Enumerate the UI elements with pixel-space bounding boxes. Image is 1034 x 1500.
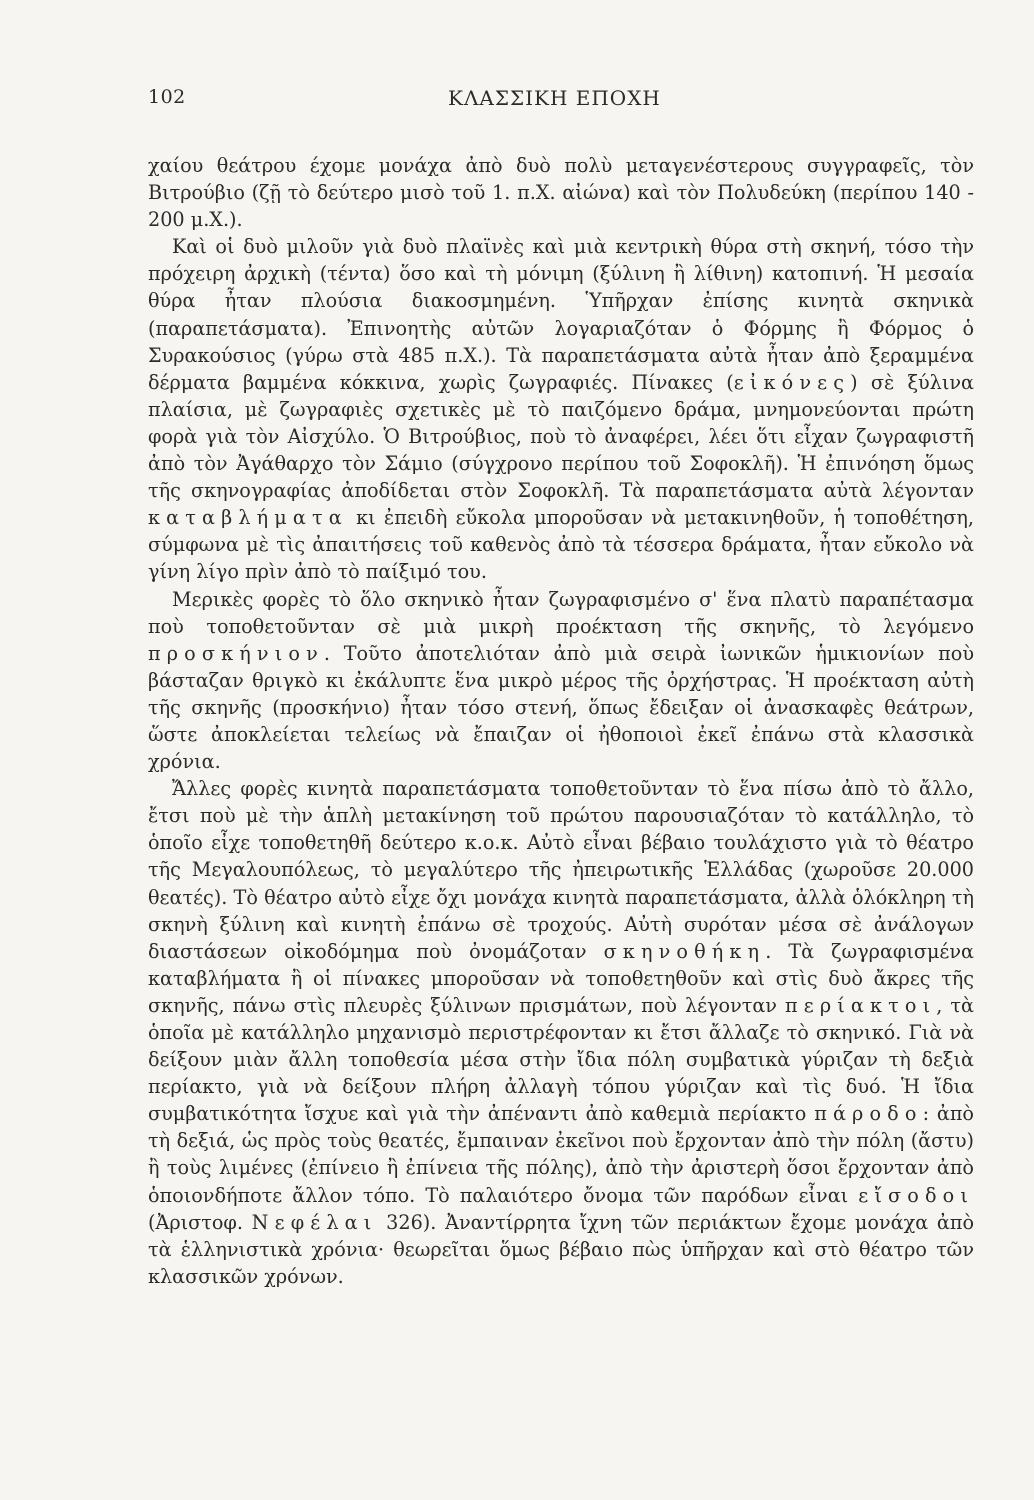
paragraph-4 <box>148 775 974 1290</box>
page-number: 102 <box>148 86 186 108</box>
text-run: : ἀπὸ τὴ δεξιά, ὡς πρὸς τοὺς θεατές, ἔμπαιναν ἐκεῖνοι ποὺ ἔρχονταν ἀπὸ τὴν πόλη (ἄστυ) ἢ τοὺς λιμένες (ἐπίνειο ἢ ἐπίνεια τῆς πόλης), ἀπὸ τὴν ἀριστερὴ ὅσοι ἔρχονταν ἀπὸ ὁποιονδήποτε ἄλλον τόπο. Τὸ παλαιότερο ὄνομα τῶν παρόδων εἶναι <box>148 1102 974 1207</box>
paragraph-2 <box>148 233 974 585</box>
spaced-term: προσκήνιον <box>148 641 324 665</box>
spaced-term: πάροδο <box>814 1102 923 1126</box>
text-run: Μερικὲς φορὲς τὸ ὅλο σκηνικὸ ἦταν ζωγραφισμένο σ' ἕνα πλατὺ παραπέτασμα ποὺ τοποθετοῦνταν σὲ μιὰ μικρὴ προέκταση τῆς σκηνῆς, τὸ λεγόμενο <box>148 587 974 638</box>
paragraph-3 <box>148 586 974 776</box>
text-run: κι ἐπειδὴ εὔκολα μποροῦσαν νὰ μετακινηθοῦν, ἡ τοποθέτηση, σύμφωνα μὲ τὶς ἀπαιτήσεις τοῦ καθενὸς ἀπὸ τὰ τέσσερα δράματα, ἦταν εὔκολο νὰ γίνη λίγο πρὶν ἀπὸ τὸ παίξιμό του. <box>148 506 974 584</box>
text-run: . Τὰ ζωγραφισμένα καταβλήματα ἢ οἱ πίνακες μποροῦσαν νὰ τοποθετηθοῦν καὶ στὶς δυὸ ἄκρες τῆς σκηνῆς, πάνω στὶς πλευρὲς ξύλινων πρισμάτων, ποὺ λέγονταν <box>148 939 974 1017</box>
text-run: ) σὲ ξύλινα πλαίσια, μὲ ζωγραφιὲς σχετικὲς μὲ τὸ παιζόμενο δράμα, μνημονεύονται πρώτη φορὰ γιὰ τὸν Αἰσχύλο. Ὁ Βιτρούβιος, ποὺ τὸ ἀναφέρει, λέει ὅτι εἶχαν ζωγραφιστῆ ἀπὸ τὸν Ἀγάθαρχο τὸν Σάμιο (σύγχρονο περίπου τοῦ Σοφοκλῆ). Ἡ ἐπινόηση ὅμως τῆς σκηνογραφίας ἀποδίδεται στὸν Σοφοκλῆ. Τὰ παραπετάσματα αὐτὰ λέγονταν <box>148 370 974 503</box>
spaced-term: σκηνοθήκη <box>603 939 766 963</box>
spaced-term: εἴσοδοι <box>858 1183 974 1207</box>
running-header <box>148 86 984 116</box>
running-title: ΚΛΑΣΣΙΚΗ ΕΠΟΧΗ <box>448 86 661 110</box>
text-run: 326). Ἀναντίρρητα ἴχνη τῶν περιάκτων ἔχομε μονάχα ἀπὸ τὰ ἑλληνιστικὰ χρόνια· θεωρεῖται ὅμως βέβαιο πὼς ὑπῆρχαν καὶ στὸ θέατρο τῶν κλασσικῶν χρόνων. <box>148 1210 975 1288</box>
body-text <box>148 152 974 1290</box>
text-run: , τὰ ὁποῖα μὲ κατάλληλο μηχανισμὸ περιστρέφονταν κι ἔτσι ἄλλαζε τὸ σκηνικό. Γιὰ νὰ δείξουν μιὰν ἄλλη τοποθεσία μέσα στὴν ἴδια πόλη συμβατικὰ γύριζαν τὴ δεξιὰ περίακτο, γιὰ νὰ δείξουν πλήρη ἀλλαγὴ τόπου γύριζαν καὶ τὶς δυό. Ἡ ἴδια συμβατικότητα ἴσχυε καὶ γιὰ τὴν ἀπέναντι ἀπὸ καθεμιὰ περίακτο <box>148 993 974 1126</box>
spaced-term: εἰκόνες <box>733 370 851 394</box>
text-run: Ἄλλες φορὲς κινητὰ παραπετάσματα τοποθετοῦνταν τὸ ἕνα πίσω ἀπὸ τὸ ἄλλο, ἔτσι ποὺ μὲ τὴν ἁπλὴ μετακίνηση τοῦ πρώτου παρουσιαζόταν τὸ κατάλληλο, τὸ ὁποῖο εἶχε τοποθετηθῆ δεύτερο κ.ο.κ. Αὐτὸ εἶναι βέβαιο τουλάχιστο γιὰ τὸ θέατρο τῆς Μεγαλουπόλεως, τὸ μεγαλύτερο τῆς ἠπειρωτικῆς Ἑλλάδας (χωροῦσε 20.000 θεατές). Τὸ θέατρο αὐτὸ εἶχε ὄχι μονάχα κινητὰ παραπετάσματα, ἀλλὰ ὁλόκληρη τὴ σκηνὴ ξύλινη καὶ κινητὴ ἐπάνω σὲ τροχούς. Αὐτὴ συρόταν μέσα σὲ ἀνάλογων διαστάσεων οἰκοδόμημα ποὺ ὀνομάζοταν <box>148 777 974 963</box>
text-run: χαίου θεάτρου έχομε μονάχα ἀπὸ δυὸ πολὺ μεταγενέστερους συγγραφεῖς, τὸν Βιτρούβιο (ζῇ τὸ δεύτερο μισὸ τοῦ 1. π.Χ. αἰώνα) καὶ τὸν Πολυδεύκη (περίπου 140 - 200 μ.Χ.). <box>148 154 974 232</box>
text-run: (Ἀριστοφ. <box>148 1210 252 1234</box>
paragraph-1 <box>148 152 974 233</box>
text-run: . Τοῦτο ἀποτελιόταν ἀπὸ μιὰ σειρὰ ἰωνικῶν ἡμικιονίων ποὺ βάσταζαν θριγκὸ κι ἐκάλυπτε ἕνα μικρὸ μέρος τῆς ὀρχήστρας. Ἡ προέκταση αὐτὴ τῆς σκηνῆς (προσκήνιο) ἦταν τόσο στενή, ὅπως ἔδειξαν οἱ ἀνασκαφὲς θεάτρων, ὥστε ἀποκλείεται τελείως νὰ ἔπαιζαν οἱ ἠθοποιοὶ ἐκεῖ ἐπάνω στὰ κλασσικὰ χρόνια. <box>148 641 974 774</box>
spaced-term: περίακτοι <box>785 993 937 1017</box>
text-run: Καὶ οἱ δυὸ μιλοῦν γιὰ δυὸ πλαϊνὲς καὶ μιὰ κεντρικὴ θύρα στὴ σκηνή, τόσο τὴν πρόχειρη ἀρχικὴ (τέντα) ὅσο καὶ τὴ μόνιμη (ξύλινη ἢ λίθινη) κατοπινή. Ἡ μεσαία θύρα ἦταν πλούσια διακοσμημένη. Ὑπῆρχαν ἐπίσης κινητὰ σκηνικὰ (παραπετάσματα). Ἐπινοητὴς αὐτῶν λογαριαζόταν ὁ Φόρμης ἢ Φόρμος ὁ Συρακούσιος (γύρω στὰ 485 π.Χ.). Τὰ παραπετάσματα αὐτὰ ἦταν ἀπὸ ξεραμμένα δέρματα βαμμένα κόκκινα, χωρὶς ζωγραφιές. Πίνακες ( <box>148 235 974 394</box>
spaced-term: καταβλήματα <box>148 506 348 530</box>
spaced-term: Νεφέλαι <box>251 1210 378 1234</box>
